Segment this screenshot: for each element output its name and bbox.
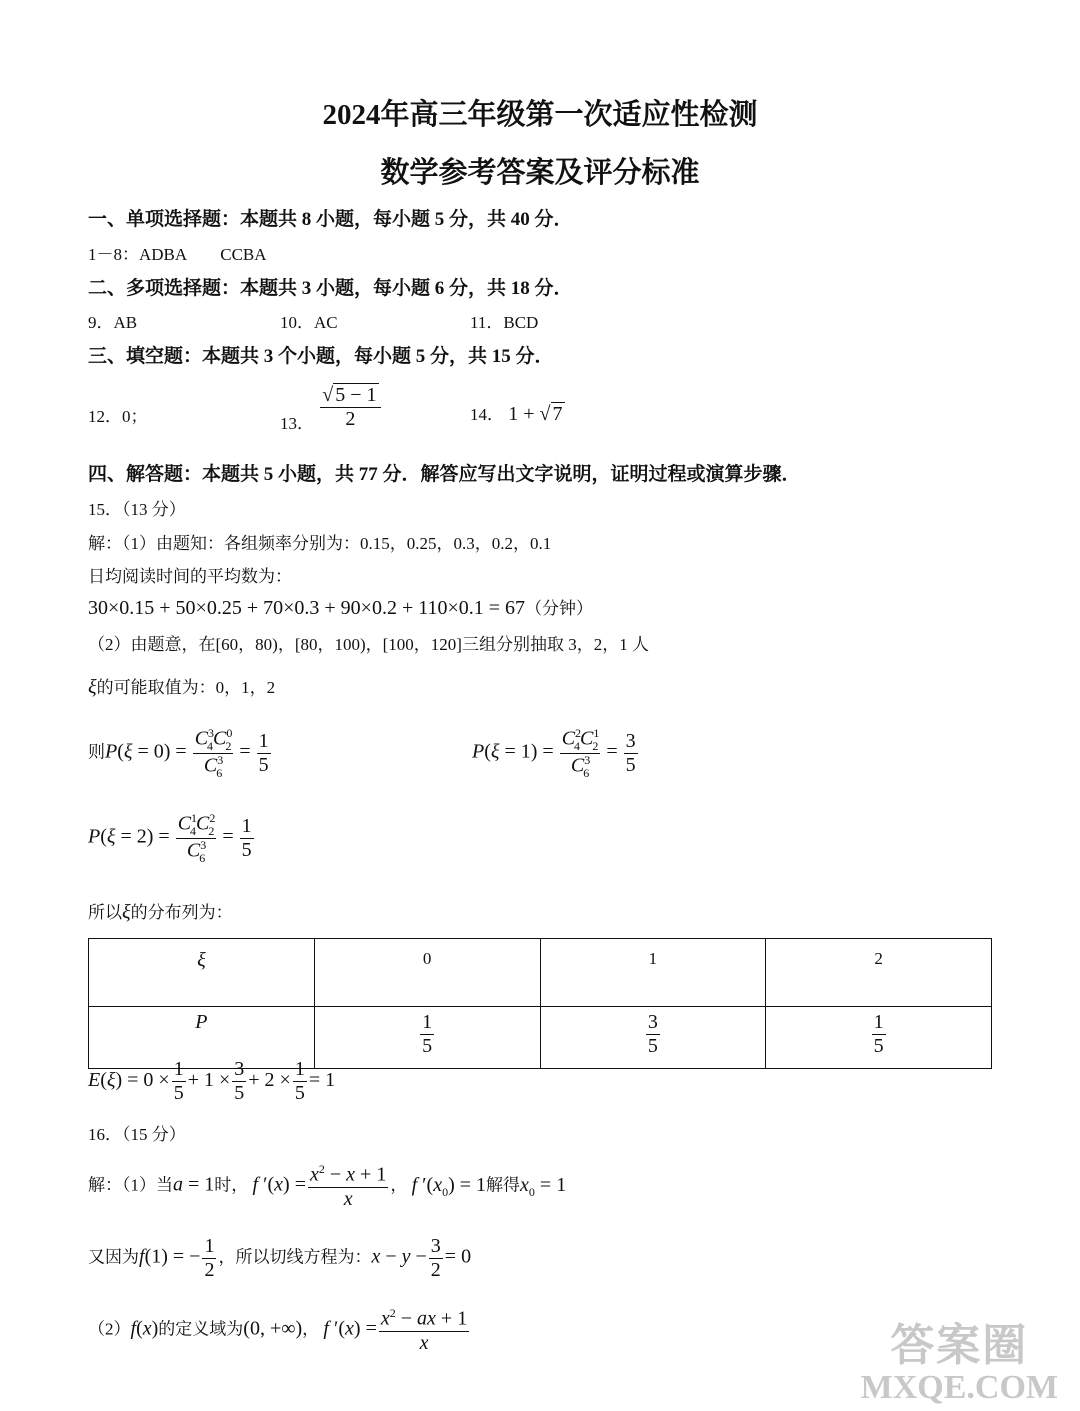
table-row xyxy=(89,939,992,1007)
derivative-fraction-2: $\frac{x^2 - ax + 1}{x}$ xyxy=(380,1306,468,1354)
distribution-intro xyxy=(88,898,233,924)
answer-9: 9．AB xyxy=(88,313,138,332)
dist-intro-pre: 所以 xyxy=(88,903,122,922)
answer-12: 12．0； xyxy=(88,407,148,426)
watermark-bottom: MXQE.COM xyxy=(860,1369,1058,1406)
p2-combination-fraction: $\frac{C^1_4C^2_2}{C^3_6}$ xyxy=(177,811,216,866)
table-header-cell xyxy=(89,939,315,1007)
cell-denominator: 5 xyxy=(422,1035,433,1057)
answer-14: 14． 1 + √ 7 xyxy=(470,403,563,425)
p-xi-2: P(ξ = 2) = $\frac{C^1_4C^2_2}{C^3_6}$ = $\frac{1}{5}$ xyxy=(88,811,252,866)
p2-result: $\frac{1}{5}$ xyxy=(241,815,252,862)
q16-l1-mid: 时， xyxy=(214,1175,249,1195)
cell-numerator: 3 xyxy=(647,1011,658,1033)
row-label-p: P xyxy=(195,1011,208,1033)
cell-denominator: 5 xyxy=(647,1035,658,1057)
q15-line4: （2）由题意，在[60，80)，[80，100)，[100，120]三组分别抽取 3，2，1 人 xyxy=(88,635,649,654)
table-cell xyxy=(540,1007,766,1069)
xi-symbol: ξ xyxy=(122,901,131,923)
section-3-heading: 三、填空题：本题共 3 个小题，每小题 5 分，共 15 分． xyxy=(88,346,554,367)
q16-l3-pre: （2） xyxy=(88,1319,131,1339)
q16-l1-pre: 解：（1）当 xyxy=(88,1175,173,1195)
section-2-heading: 二、多项选择题：本题共 3 小题，每小题 6 分，共 18 分． xyxy=(88,278,573,299)
section-1-heading: 一、单项选择题：本题共 8 小题，每小题 5 分，共 40 分． xyxy=(88,209,573,230)
q16-l2-mid: ，所以切线方程为： xyxy=(218,1247,372,1267)
table-header-cell: 2 xyxy=(766,939,992,1007)
dist-intro-post: 的分布列为： xyxy=(130,903,233,922)
p-xi-1: P(ξ = 1) = $\frac{C^2_4C^1_2}{C^3_6}$ = $\frac{3}{5}$ xyxy=(472,726,636,781)
page-title: 2024年高三年级第一次适应性检测 xyxy=(322,99,758,131)
answer-14-value: 1 + xyxy=(508,403,540,425)
q15-line5 xyxy=(88,673,275,699)
header-xi: ξ xyxy=(197,949,206,971)
p0-combination-fraction: $\frac{C^3_4C^0_2}{C^3_6}$ xyxy=(194,726,233,781)
distribution-table xyxy=(88,938,992,1069)
q15-line1: 解：（1）由题知：各组频率分别为：0.15，0.25，0.3，0.2，0.1 xyxy=(88,534,552,553)
answer-13-numerator: 5 − 1 xyxy=(335,384,377,406)
answer-11: 11．BCD xyxy=(470,313,539,332)
answer-14-root: 7 xyxy=(552,403,563,425)
q16-line2: 又因为f(1) = − $\frac{1}{2}$ ，所以切线方程为：x − y − $\frac{3}{2}$ = 0 xyxy=(88,1235,472,1281)
table-cell xyxy=(766,1007,992,1069)
derivative-fraction: $\frac{x^2 - x + 1}{x}$ xyxy=(309,1162,387,1210)
answer-13-fraction: $\frac{√ 5 - 1}{2}$ xyxy=(320,384,380,431)
q15-line5-text: 的可能取值为：0，1，2 xyxy=(96,678,276,697)
answer-14-label: 14． xyxy=(470,405,504,424)
p-xi-0: 则P(ξ = 0) = $\frac{C^3_4C^0_2}{C^3_6}$ = $\frac{1}{5}$ xyxy=(88,726,269,781)
expectation-formula: E(ξ) = 0 × $\frac{1}{5}$ + 1 × $\frac{3}{5}$ + 2 × $\frac{1}{5}$ = 1 xyxy=(88,1058,336,1104)
expectation-result: = 1 xyxy=(308,1069,336,1092)
section-4-heading: 四、解答题：本题共 5 小题，共 77 分．解答应写出文字说明，证明过程或演算步骤． xyxy=(88,464,801,485)
p1-combination-fraction: $\frac{C^2_4C^1_2}{C^3_6}$ xyxy=(561,726,600,781)
answer-13-label: 13． xyxy=(280,414,314,434)
q15-line2: 日均阅读时间的平均数为： xyxy=(88,567,292,586)
cell-numerator: 1 xyxy=(873,1011,884,1033)
q16-l3-mid: 的定义域为 xyxy=(158,1319,244,1339)
q15-mean-line xyxy=(88,594,593,620)
then-word: 则 xyxy=(88,742,105,762)
q15-label: 15．（13 分） xyxy=(88,500,186,519)
cell-numerator: 1 xyxy=(422,1011,433,1033)
section-1-answers: 1－8：ADBA CCBA xyxy=(88,245,267,264)
watermark-top: 答案圈 xyxy=(890,1321,1029,1370)
q15-mean-unit: （分钟） xyxy=(525,599,594,618)
q16-line3: （2）f(x)的定义域为(0, +∞)， f ′(x) = $\frac{x^2 - ax + 1}{x}$ xyxy=(88,1306,468,1354)
answer-10: 10．AC xyxy=(280,313,338,332)
table-header-cell: 1 xyxy=(540,939,766,1007)
q16-l2-pre: 又因为 xyxy=(88,1247,139,1267)
answer-13 xyxy=(280,384,383,434)
page-subtitle: 数学参考答案及评分标准 xyxy=(380,157,700,189)
table-cell xyxy=(314,1007,540,1069)
q16-line1: 解：（1）当a = 1时， f ′(x) = $\frac{x^2 - x + 1}{x}$ ， f $'(x_0) = 1$解得$x_0 = 1$ xyxy=(88,1162,567,1210)
p1-result: $\frac{3}{5}$ xyxy=(625,730,636,777)
q16-label: 16．（15 分） xyxy=(88,1125,186,1144)
q16-l1-solve: 解得 xyxy=(486,1175,521,1195)
cell-denominator: 5 xyxy=(873,1035,884,1057)
q15-mean-expression: 30×0.15 + 50×0.25 + 70×0.3 + 90×0.2 + 110×0.1 = 67 xyxy=(88,597,526,619)
xi-symbol: ξ xyxy=(88,676,97,698)
p0-result: $\frac{1}{5}$ xyxy=(258,730,269,777)
table-header-cell: 0 xyxy=(314,939,540,1007)
watermark-logo xyxy=(861,1309,1058,1407)
answer-13-denominator: 2 xyxy=(345,408,356,430)
